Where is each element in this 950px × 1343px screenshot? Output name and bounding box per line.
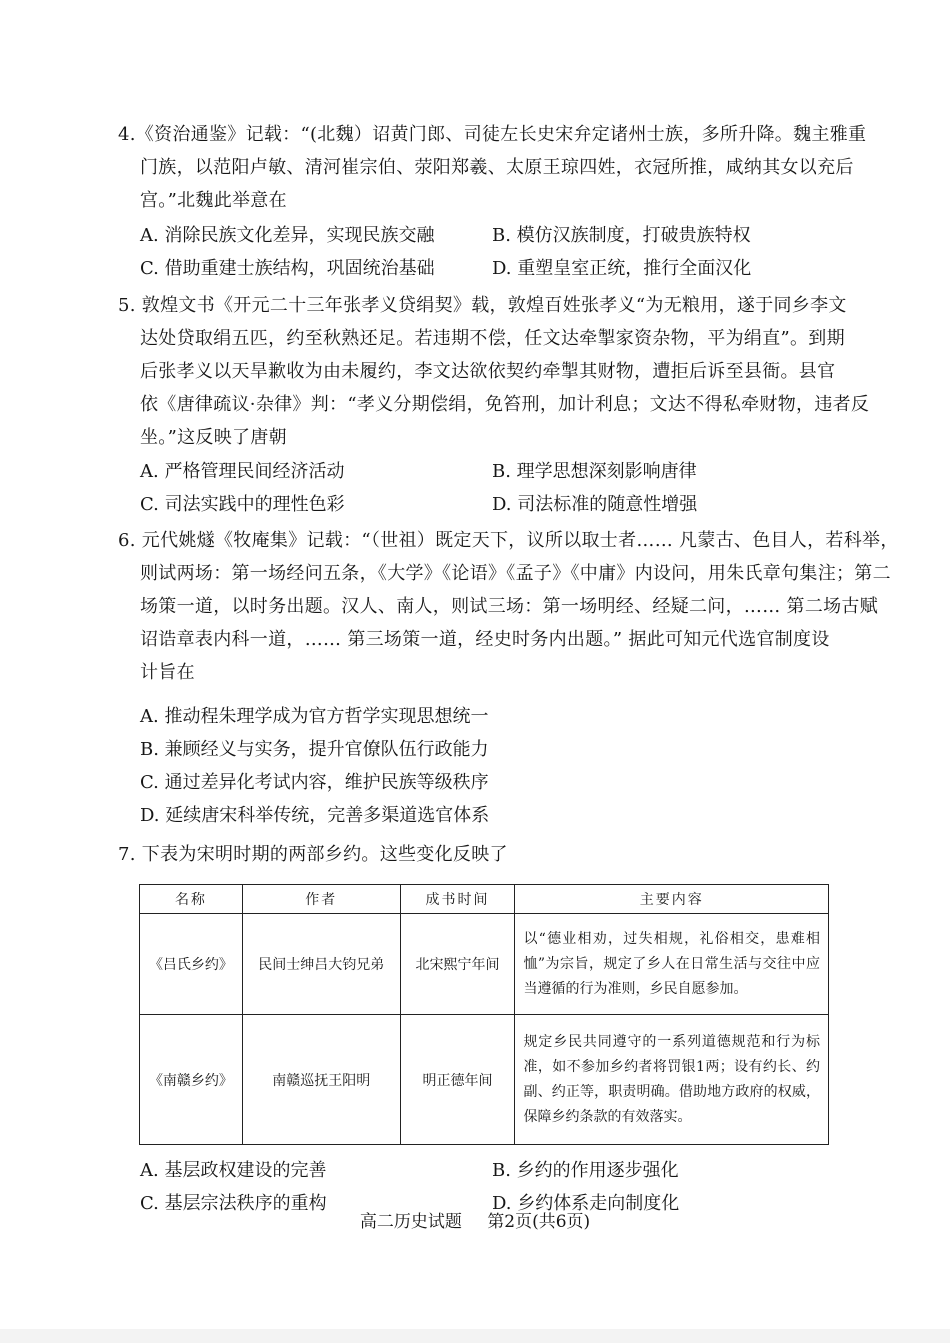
scan-bottom-edge: [0, 1329, 950, 1343]
xiangyue-table: [139, 884, 829, 1145]
table-header-author: 作者: [242, 885, 400, 914]
table-cell-name: 《南赣乡约》: [140, 1015, 243, 1145]
table-cell-author: 南赣巡抚王阳明: [242, 1015, 400, 1145]
q5-line-3: 后张孝义以天旱歉收为由未履约，李文达欲依契约牵掣其财物，遭拒后诉至县衙。县官: [140, 361, 836, 382]
table-cell-content: 规定乡民共同遵守的一系列道德规范和行为标准，如不参加乡约者将罚银1两；设有约长、约副、约正等，职责明确。借助地方政府的权威，保障乡约条款的有效落实。: [515, 1015, 829, 1145]
table-header-row: [140, 885, 829, 914]
q7-line-1: 7. 下表为宋明时期的两部乡约。这些变化反映了: [118, 844, 508, 865]
q6-line-4: 诏诰章表内科一道，…… 第三场策一道，经史时务内出题。” 据此可知元代选官制度设: [140, 629, 830, 650]
q6-line-3: 场策一道，以时务出题。汉人、南人，则试三场：第一场明经、经疑二问，…… 第二场古赋: [140, 596, 879, 617]
question-5-options: [140, 455, 830, 521]
table-cell-content: 以“德业相劝，过失相规，礼俗相交，患难相恤”为宗旨，规定了乡人在日常生活与交往中应当遵循的行为准则，乡民自愿参加。: [515, 914, 829, 1015]
question-4-options: [140, 219, 830, 285]
table-header-time: 成书时间: [400, 885, 515, 914]
q5-line-4: 依《唐律疏议·杂律》判：“孝义分期偿绢，免笞刑，加计利息；文达不得私牵财物，违者反: [140, 394, 870, 415]
table-cell-time: 北宋熙宁年间: [400, 914, 515, 1015]
q4-line-3: 宫。”北魏此举意在: [140, 190, 287, 211]
q5-line-2: 达处贷取绢五匹，约至秋熟还足。若违期不偿，任文达牵掣家资杂物，平为绢直”。到期: [140, 328, 845, 349]
q4-option-b: B. 模仿汉族制度，打破贵族特权: [492, 225, 751, 246]
question-5-stem: [118, 289, 870, 454]
q6-line-1: 6. 元代姚燧《牧庵集》记载：“（世祖）既定天下，议所以取士者…… 凡蒙古、色目人，若科举，: [118, 530, 899, 551]
q6-option-a: A. 推动程朱理学成为官方哲学实现思想统一: [140, 706, 489, 727]
q4-option-a: A. 消除民族文化差异，实现民族交融: [140, 225, 435, 246]
table-header-content: 主要内容: [515, 885, 829, 914]
q4-line-2: 门族，以范阳卢敏、清河崔宗伯、荥阳郑羲、太原王琼四姓，衣冠所推，咸纳其女以充后: [140, 157, 854, 178]
footer-page-number: 第2页(共6页): [487, 1212, 591, 1232]
table-cell-time: 明正德年间: [400, 1015, 515, 1145]
q5-option-a: A. 严格管理民间经济活动: [140, 461, 345, 482]
q6-line-2: 则试两场：第一场经问五条，《大学》《论语》《孟子》《中庸》内设问，用朱氏章句集注；第二: [140, 563, 891, 584]
table-row: [140, 914, 829, 1015]
q6-option-c: C. 通过差异化考试内容，维护民族等级秩序: [140, 772, 489, 793]
q6-option-d: D. 延续唐宋科举传统，完善多渠道选官体系: [140, 805, 490, 826]
page-footer: [0, 1207, 950, 1232]
table-header-name: 名称: [140, 885, 243, 914]
q4-option-c: C. 借助重建士族结构，巩固统治基础: [140, 258, 435, 279]
q5-line-1: 5. 敦煌文书《开元二十三年张孝义贷绢契》载，敦煌百姓张孝义“为无粮用，遂于同乡李文: [118, 295, 847, 316]
q6-line-5: 计旨在: [140, 662, 195, 683]
q7-option-d: D. 乡约体系走向制度化: [492, 1193, 680, 1214]
q5-line-5: 坐。”这反映了唐朝: [140, 427, 287, 448]
q7-option-c: C. 基层宗法秩序的重构: [140, 1193, 327, 1214]
q5-option-d: D. 司法标准的随意性增强: [492, 494, 698, 515]
question-6-stem: [118, 524, 899, 689]
question-6-options: [140, 700, 830, 832]
table-cell-name: 《吕氏乡约》: [140, 914, 243, 1015]
question-4-stem: [118, 118, 867, 217]
table-cell-author: 民间士绅吕大钧兄弟: [242, 914, 400, 1015]
q7-option-a: A. 基层政权建设的完善: [140, 1160, 327, 1181]
question-7-stem: [118, 838, 834, 871]
q4-option-d: D. 重塑皇室正统，推行全面汉化: [492, 258, 752, 279]
q4-line-1: 4.《资治通鉴》记载：“(北魏）诏黄门郎、司徒左长史宋弁定诸州士族，多所升降。魏主雅重: [118, 124, 867, 145]
q6-option-b: B. 兼顾经义与实务，提升官僚队伍行政能力: [140, 739, 489, 760]
q5-option-c: C. 司法实践中的理性色彩: [140, 494, 345, 515]
footer-subject: 高二历史试题: [359, 1212, 462, 1232]
table-row: [140, 1015, 829, 1145]
q5-option-b: B. 理学思想深刻影响唐律: [492, 461, 697, 482]
q7-option-b: B. 乡约的作用逐步强化: [492, 1160, 679, 1181]
